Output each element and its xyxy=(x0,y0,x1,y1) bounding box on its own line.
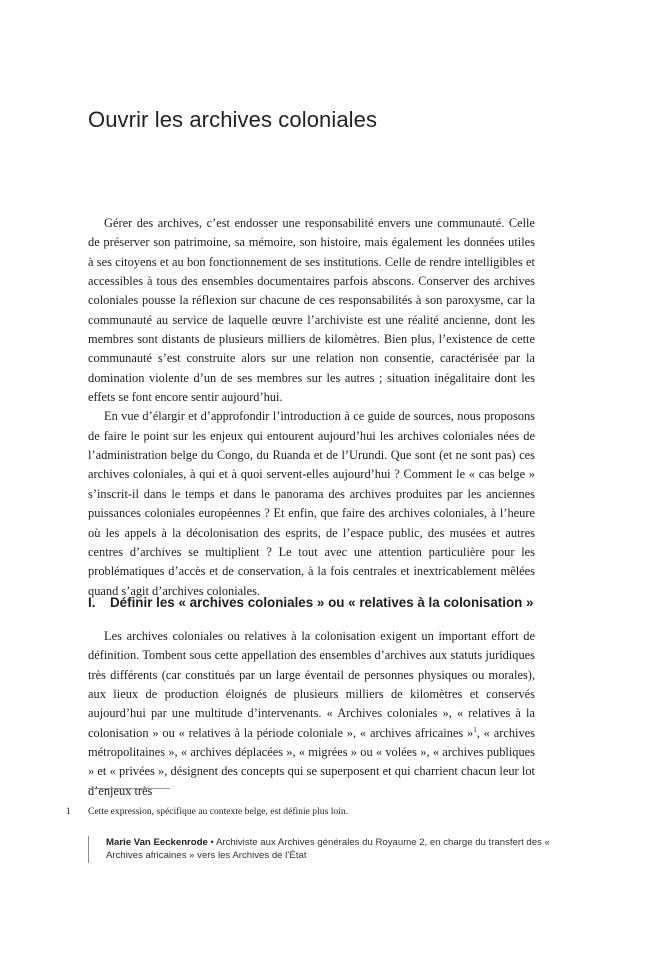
section-heading xyxy=(88,593,533,613)
author-note xyxy=(88,836,566,863)
footnote-text: Cette expression, spécifique au contexte belge, est définie plus loin. xyxy=(88,806,349,817)
author-description: Archiviste aux Archives générales du Royaume 2, en charge du transfert des « Archives africaines » vers les Archives de l’État xyxy=(106,837,550,862)
section-paragraph-text-a: Les archives coloniales ou relatives à la colonisation exigent un important effort de définition. Tombent sous cette appellation des ensembles d’archives aux statuts juridiques très différents (car constitués par un large éventail de personnes physiques ou morales), aux lieux de production éloignés de plusieurs milliers de kilomètres et conservés aujourd’hui par une multitude d’intervenants. « Archives coloniales », « relatives à la colonisation » ou « relatives à la période coloniale », « archives africaines » xyxy=(88,629,535,740)
author-separator: • xyxy=(210,837,214,848)
footnote-divider xyxy=(88,788,170,789)
intro-section xyxy=(88,214,535,601)
intro-paragraph-1: Gérer des archives, c’est endosser une responsabilité envers une communauté. Celle de préserver son patrimoine, sa mémoire, son histoire, mais également les données utiles à ses citoyens et au bon fonctionnement de ses institutions. Celle de rendre intelligibles et accessibles à tous des ensembles documentaires parfois abscons. Conserver des archives coloniales pousse la réflexion sur chacune de ces responsabilités à son paroxysme, car la communauté au service de laquelle œuvre l’archiviste est une réalité ancienne, dont les membres sont distants de plusieurs milliers de kilomètres. Bien plus, l’existence de cette communauté s’est construite alors sur une relation non consentie, caractérisée par la domination violente d’un de ses membres sur les autres ; situation inégalitaire dont les effets se font encore sentir aujourd’hui. xyxy=(88,216,535,405)
section-number: I. xyxy=(88,595,96,610)
section-paragraph-1 xyxy=(88,627,535,801)
section-paragraph-text-b: , « archives métropolitaines », « archives déplacées », « migrées » ou « volées », « archives publiques » et « privées », désignent des concepts qui se superposent et qui charrient chacun leur lot d’enjeux très xyxy=(88,725,535,798)
footnote-reference[interactable]: 1 xyxy=(473,725,477,734)
section-body xyxy=(88,627,535,801)
footnote xyxy=(66,805,536,818)
section-heading-text: Définir les « archives coloniales » ou « relatives à la colonisation » xyxy=(110,595,534,610)
chapter-title: Ouvrir les archives coloniales xyxy=(88,107,378,132)
intro-paragraph-2: En vue d’élargir et d’approfondir l’introduction à ce guide de sources, nous proposons de faire le point sur les enjeux qui entourent aujourd’hui les archives coloniales nées de l’administration belge du Congo, du Ruanda et de l’Urundi. Que sont (et ne sont pas) ces archives coloniales, à qui et à quoi servent-elles aujourd’hui ? Comment le « cas belge » s’inscrit-il dans le temps et dans le panorama des archives produites par les anciennes puissances coloniales européennes ? Et enfin, que faire des archives coloniales, à l’heure où les appels à la décolonisation des esprits, de l’espace public, des musées et autres centres d’archives se multiplient ? Le tout avec une attention particulière pour les problématiques d’accès et de conservation, à la fois centrales et inextricablement mêlées quand s’agit d’archives coloniales. xyxy=(88,409,535,598)
author-name: Marie Van Eeckenrode xyxy=(106,837,208,848)
footnote-number: 1 xyxy=(66,806,71,817)
